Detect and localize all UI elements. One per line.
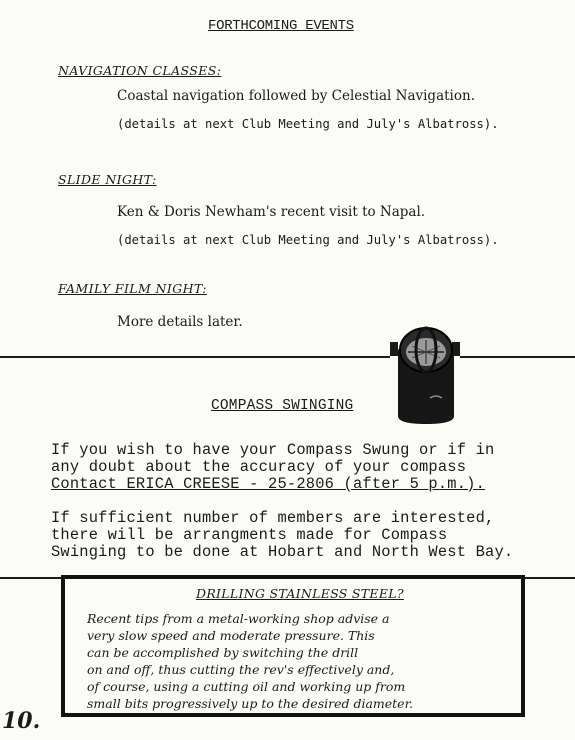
compass-paragraph-line: any doubt about the accuracy of your compass xyxy=(51,458,467,476)
drilling-text-line: can be accomplished by switching the drill xyxy=(87,645,359,660)
compass-contact-line: Contact ERICA CREESE - 25-2806 (after 5 p.m.). xyxy=(51,475,486,493)
drilling-heading: DRILLING STAINLESS STEEL? xyxy=(196,586,404,601)
divider-bottom-left xyxy=(0,577,62,579)
drilling-text-line: Recent tips from a metal-working shop advise a xyxy=(87,611,390,626)
drilling-text-line: on and off, thus cutting the rev's effectively and, xyxy=(87,662,395,677)
divider-left xyxy=(0,356,390,358)
slide-night-details: (details at next Club Meeting and July's Albatross). xyxy=(117,233,499,247)
navigation-classes-heading: NAVIGATION CLASSES: xyxy=(58,63,222,78)
drilling-text-line: small bits progressively up to the desired diameter. xyxy=(87,696,414,711)
compass-paragraph-line: there will be arrangments made for Compass xyxy=(51,526,448,544)
divider-bottom-right xyxy=(525,577,575,579)
page-title: FORTHCOMING EVENTS xyxy=(208,18,354,34)
divider-right xyxy=(460,356,575,358)
page-number: 10. xyxy=(2,708,41,734)
drilling-text-line: of course, using a cutting oil and working up from xyxy=(87,679,406,694)
compass-swinging-heading: COMPASS SWINGING xyxy=(211,398,354,414)
compass-paragraph-line: If you wish to have your Compass Swung or if in xyxy=(51,441,495,459)
slide-night-line: Ken & Doris Newham's recent visit to Napal. xyxy=(117,204,426,220)
compass-icon xyxy=(390,320,462,429)
family-film-night-line: More details later. xyxy=(117,314,243,330)
compass-paragraph-line: If sufficient number of members are interested, xyxy=(51,509,495,527)
compass-paragraph-line: Swinging to be done at Hobart and North West Bay. xyxy=(51,543,514,561)
navigation-classes-details: (details at next Club Meeting and July's Albatross). xyxy=(117,117,499,131)
drilling-text-line: very slow speed and moderate pressure. This xyxy=(87,628,375,643)
navigation-classes-line: Coastal navigation followed by Celestial Navigation. xyxy=(117,88,475,104)
slide-night-heading: SLIDE NIGHT: xyxy=(58,172,157,187)
family-film-night-heading: FAMILY FILM NIGHT: xyxy=(58,281,207,296)
